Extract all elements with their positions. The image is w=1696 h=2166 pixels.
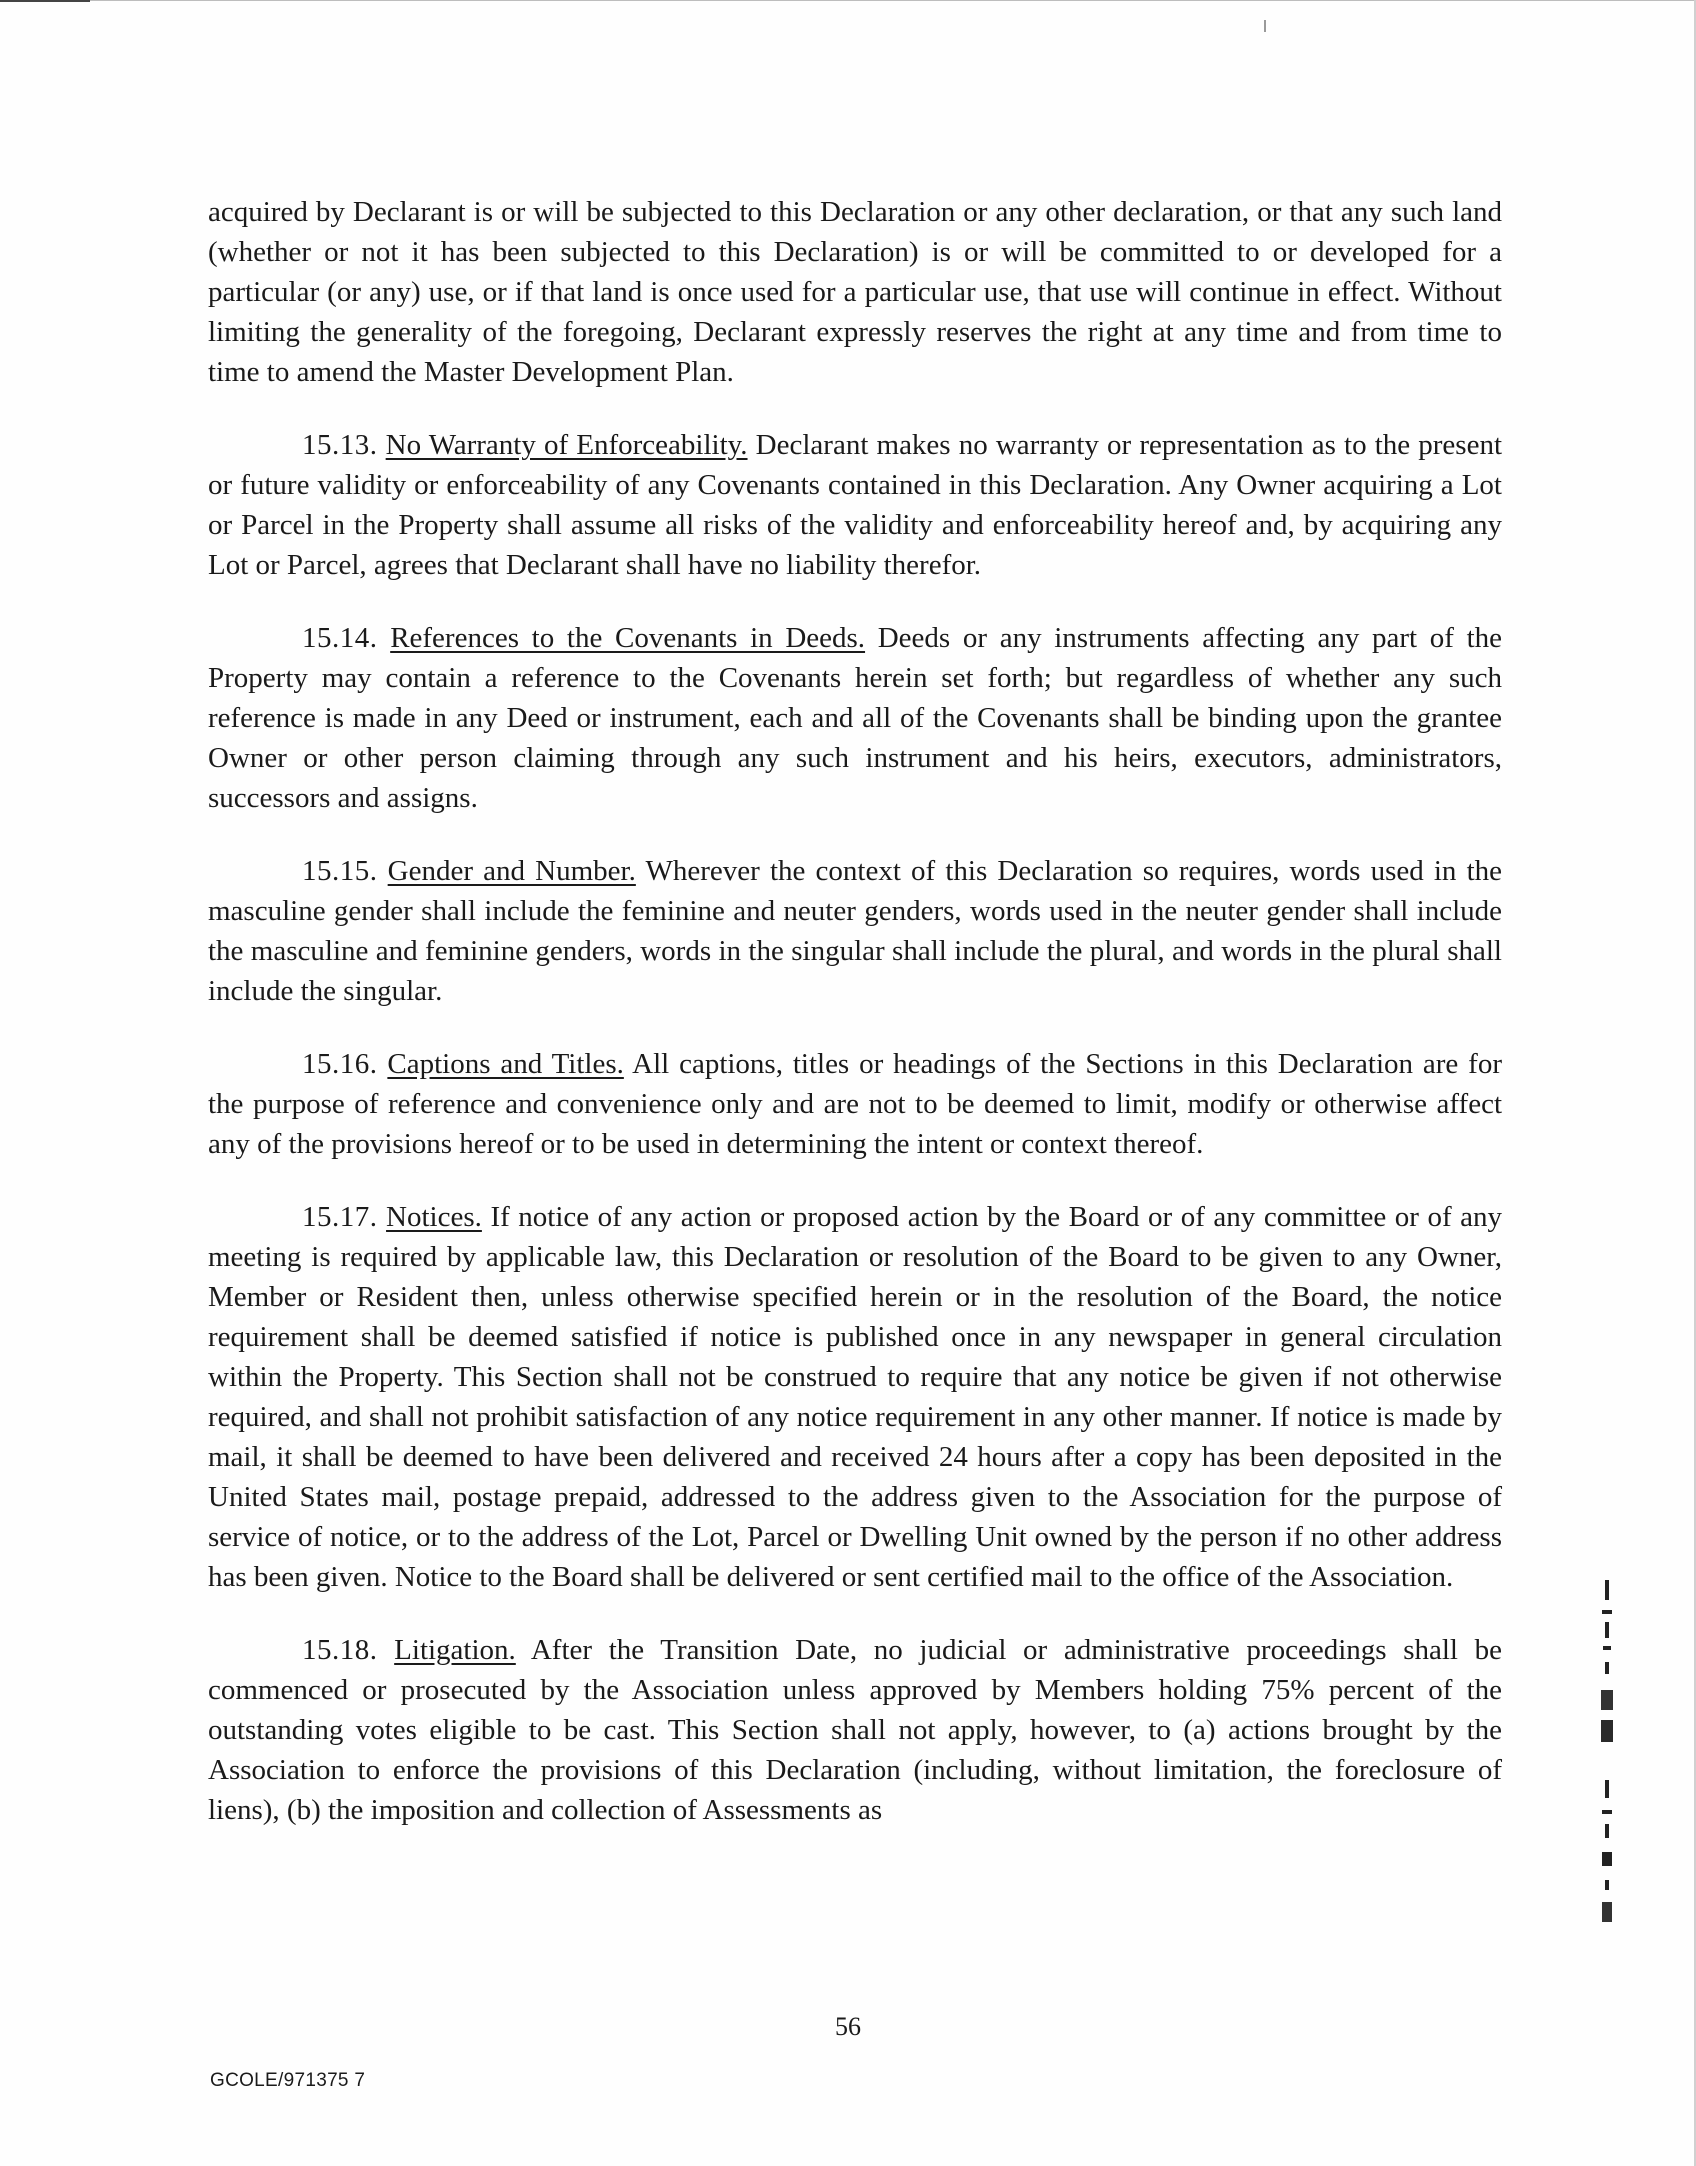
section-15-13 [208, 425, 1502, 585]
scan-speck [1264, 20, 1266, 32]
page-number: 56 [835, 2012, 861, 2041]
section-text: All captions, titles or headings of the Sections in this Declaration are for the purpose of reference and convenience only and are not to be deemed to limit, modify or otherwise affect any of the provisions hereof or to be used in determining the intent or context thereof. [208, 1048, 1502, 1160]
paragraph-continuation [208, 192, 1502, 392]
section-15-14 [208, 618, 1502, 818]
section-heading: Litigation. [394, 1634, 516, 1666]
section-number: 15.15. [302, 855, 378, 887]
section-15-17 [208, 1197, 1502, 1597]
margin-stamp-lower [1596, 1780, 1618, 1950]
section-15-15 [208, 851, 1502, 1011]
section-number: 15.14. [302, 622, 378, 654]
section-number: 15.16. [302, 1048, 378, 1080]
scan-top-border [0, 0, 1696, 1]
section-text: Declarant makes no warranty or representation as to the present or future validity or enforceability of any Covenants contained in this Declaration. Any Owner acquiring a Lot or Parcel in the Property shall assume all risks of the validity and enforceability hereof and, by acquiring any Lot or Parcel, agrees that Declarant shall have no liability therefor. [208, 429, 1503, 581]
section-15-16 [208, 1044, 1502, 1164]
section-15-18 [208, 1630, 1502, 1830]
document-body [208, 192, 1502, 1863]
section-number: 15.17. [302, 1201, 378, 1233]
section-heading: References to the Covenants in Deeds. [390, 622, 866, 654]
section-number: 15.13. [302, 429, 378, 461]
section-number: 15.18. [302, 1634, 378, 1666]
document-id: GCOLE/971375 7 [210, 2070, 366, 2091]
margin-stamp-upper [1596, 1580, 1618, 1750]
section-heading: Captions and Titles. [387, 1048, 624, 1080]
section-text: Wherever the context of this Declaration so requires, words used in the masculine gender shall include the feminine and neuter genders, words used in the neuter gender shall include the masculine and feminine genders, words in the singular shall include the plural, and words in the plural shall include the singular. [208, 855, 1503, 1007]
paragraph-text: acquired by Declarant is or will be subjected to this Declaration or any other declaration, or that any such land (whether or not it has been subjected to this Declaration) is or will be committed to or developed for a particular (or any) use, or if that land is once used for a particular use, that use will continue in effect. Without limiting the generality of the foregoing, Declarant expressly reserves the right at any time and from time to time to amend the Master Development Plan. [208, 196, 1502, 388]
section-text: Deeds or any instruments affecting any part of the Property may contain a reference to the Covenants herein set forth; but regardless of whether any such reference is made in any Deed or instrument, each and all of the Covenants shall be binding upon the grantee Owner or other person claiming through any such instrument and his heirs, executors, administrators, successors and assigns. [208, 622, 1503, 814]
section-heading: No Warranty of Enforceability. [385, 429, 748, 461]
scan-top-border-mark [0, 0, 90, 2]
section-text: After the Transition Date, no judicial or administrative proceedings shall be commenced or prosecuted by the Association unless approved by Members holding 75% percent of the outstanding votes eligible to be cast. This Section shall not apply, however, to (a) actions brought by the Association to enforce the provisions of this Declaration (including, without limitation, the foreclosure of liens), (b) the imposition and collection of Assessments as [208, 1634, 1502, 1826]
section-text: If notice of any action or proposed action by the Board or of any committee or of any meeting is required by applicable law, this Declaration or resolution of the Board to be given to any Owner, Member or Resident then, unless otherwise specified herein or in the resolution of the Board, the notice requirement shall be deemed satisfied if notice is published once in any newspaper in general circulation within the Property. This Section shall not be construed to require that any notice be given if not otherwise required, and shall not prohibit satisfaction of any notice requirement in any other manner. If notice is made by mail, it shall be deemed to have been delivered and received 24 hours after a copy has been deposited in the United States mail, postage prepaid, addressed to the address given to the Association for the purpose of service of notice, or to the address of the Lot, Parcel or Dwelling Unit owned by the person if no other address has been given. Notice to the Board shall be delivered or sent certified mail to the office of the Association. [208, 1201, 1503, 1593]
section-heading: Gender and Number. [387, 855, 636, 887]
section-heading: Notices. [386, 1201, 482, 1233]
